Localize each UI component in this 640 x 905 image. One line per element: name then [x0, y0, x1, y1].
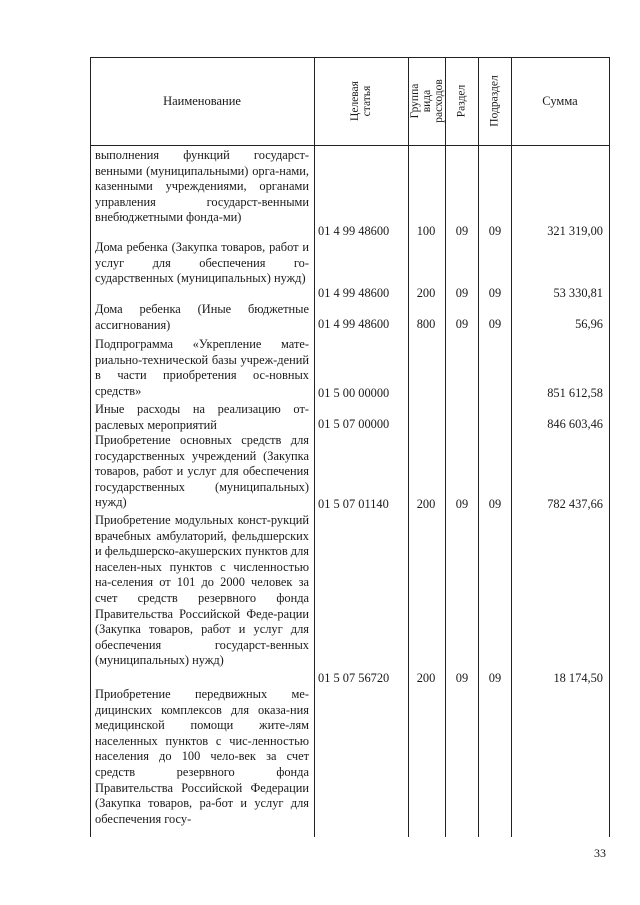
row-name: Дома ребенка (Закупка товаров, работ и услуг для обеспечения го-сударственных (муниципальных) нужд): [95, 240, 309, 286]
row-group: 200: [416, 671, 436, 686]
header-article: [314, 57, 408, 145]
header-divider: [90, 145, 610, 146]
row-name: Приобретение основных средств для государственных учреждений (Закупка товаров, работ и услуг для обеспечения государственных (муниципальных) нужд): [95, 433, 309, 510]
row-sum: 782 437,66: [547, 497, 603, 512]
row-subsection: 09: [488, 497, 502, 512]
header-section-label: Раздел: [455, 84, 468, 118]
row-section: 09: [455, 317, 469, 332]
budget-table: [90, 57, 610, 837]
row-section: 09: [455, 224, 469, 239]
table-row: [90, 687, 610, 837]
row-sum: 851 612,58: [547, 386, 603, 401]
row-section: 09: [455, 286, 469, 301]
row-name: Дома ребенка (Иные бюджетные ассигнования): [95, 302, 309, 332]
row-sum: 321 319,00: [547, 224, 603, 239]
row-sum: 846 603,46: [547, 417, 603, 432]
row-sum: 18 174,50: [553, 671, 603, 686]
row-article: 01 4 99 48600: [318, 286, 390, 301]
row-name: Приобретение передвижных ме-дицинских комплексов для оказа-ния медицинской помощи жите-лям населенных пунктов с чис-ленностью населения до 100 чело-век за счет средств резервного фонда Правительства Российской Федерации (Закупка товаров, ра-бот и услуг для обеспечения госу-: [95, 687, 309, 826]
header-sum: Сумма: [542, 93, 578, 108]
row-article: 01 5 07 01140: [318, 497, 389, 512]
table-row: [90, 433, 610, 513]
header-subsection: [478, 57, 511, 145]
row-section: 09: [455, 671, 469, 686]
header-section: [445, 57, 478, 145]
header-article-label: Целевая статья: [349, 81, 373, 121]
row-group: 100: [416, 224, 436, 239]
header-name: Наименование: [163, 93, 241, 108]
row-section: 09: [455, 497, 469, 512]
row-subsection: 09: [488, 317, 502, 332]
row-article: 01 4 99 48600: [318, 317, 390, 332]
row-name: Приобретение модульных конст-рукций врачебных амбулаторий, фельдшерских и фельдшерско-акушерских пунктов для населен-ных пунктов с численностью на-селения от 101 до 2000 человек за счет средств резервного фонда Правительства Российской Феде-рации (Закупка товаров, работ и услуг для обеспечения государст-венных (муниципальных) нужд): [95, 513, 309, 668]
header-group: [408, 57, 445, 145]
row-subsection: 09: [488, 286, 502, 301]
row-article: 01 5 07 00000: [318, 417, 390, 432]
table-row: [90, 302, 610, 333]
header-subsection-label: Подраздел: [488, 75, 501, 127]
row-subsection: 09: [488, 224, 502, 239]
row-group: 200: [416, 497, 436, 512]
table-row: [90, 240, 610, 302]
table-row: [90, 513, 610, 687]
header-group-label: Группа вида расходов: [408, 79, 445, 123]
row-subsection: 09: [488, 671, 502, 686]
row-group: 200: [416, 286, 436, 301]
table-row: [90, 402, 610, 433]
row-sum: 56,96: [575, 317, 603, 332]
page-number: 33: [594, 846, 606, 860]
row-article: 01 5 00 00000: [318, 386, 390, 401]
row-sum: 53 330,81: [553, 286, 603, 301]
table-row: [90, 333, 610, 402]
row-group: 800: [416, 317, 436, 332]
row-article: 01 5 07 56720: [318, 671, 390, 686]
row-name: Подпрограмма «Укрепление мате-риально-технической базы учреж-дений в части приобретения ос-новных средств»: [95, 337, 309, 398]
row-article: 01 4 99 48600: [318, 224, 390, 239]
table-row: [90, 148, 610, 240]
row-name: выполнения функций государст-венными (муниципальными) орга-нами, казенными учреждениями, органами управления государст-венными внебюджетными фонда-ми): [95, 148, 309, 225]
row-name: Иные расходы на реализацию от-раслевых мероприятий: [95, 402, 309, 432]
